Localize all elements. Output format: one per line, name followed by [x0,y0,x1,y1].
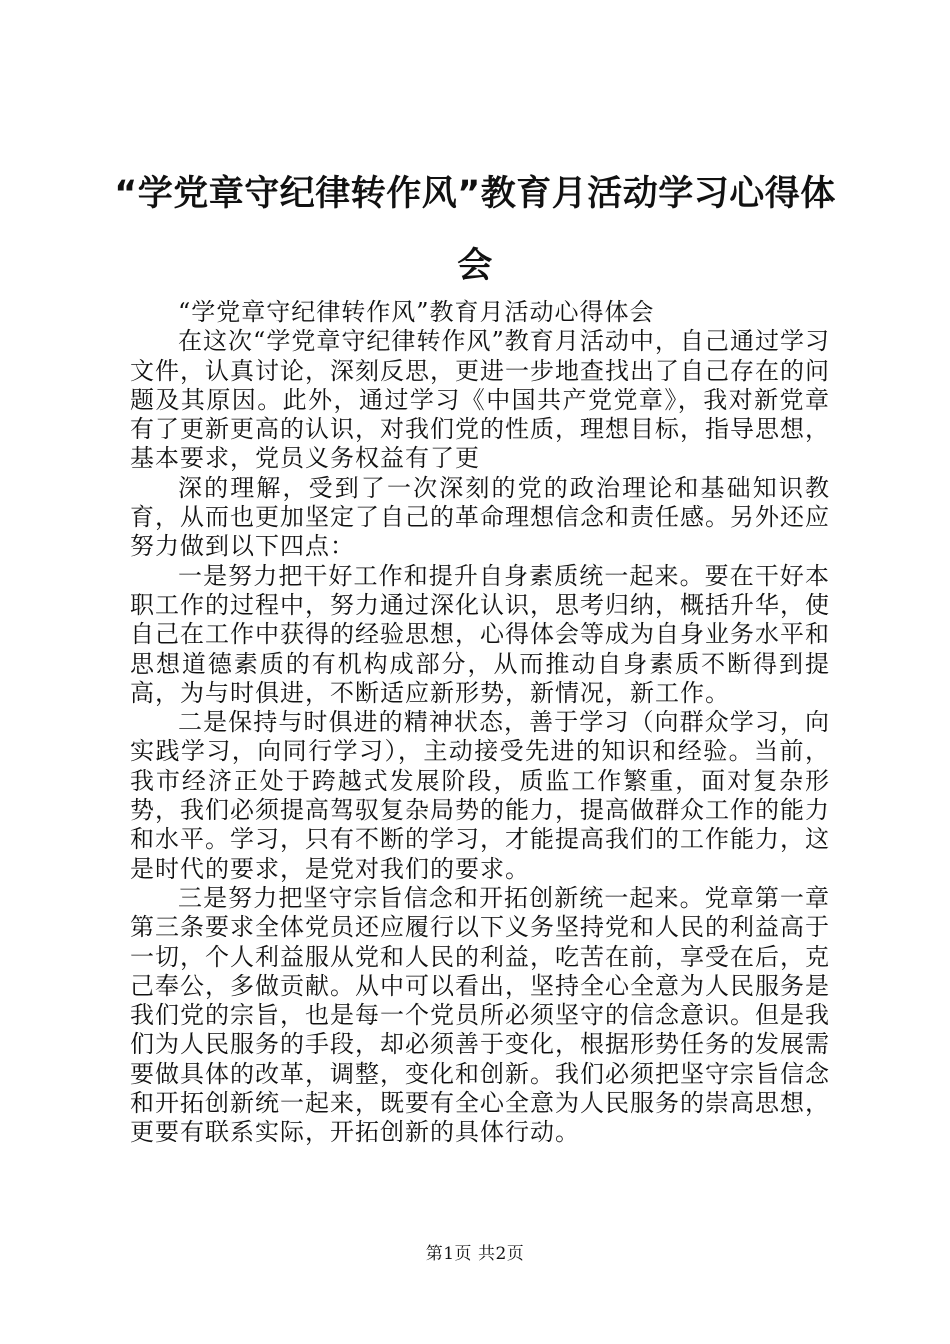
document-body [130,298,830,1148]
paragraph-point-one: 一是努力把干好工作和提升自身素质统一起来。要在干好本职工作的过程中，努力通过深化认识，思考归纳，概括升华，使自己在工作中获得的经验思想，心得体会等成为自身业务水平和思想道德素质的有机构成部分，从而推动自身素质不断得到提高，为与时俱进，不断适应新形势，新情况，新工作。 [130,561,830,707]
document-title: “学党章守纪律转作风”教育月活动学习心得体会 [114,174,836,286]
paragraph-intro: 在这次“学党章守纪律转作风”教育月活动中，自己通过学习文件，认真讨论，深刻反思，更进一步地查找出了自己存在的问题及其原因。此外，通过学习《中国共产党党章》，我对新党章有了更新更高的认识，对我们党的性质，理想目标，指导思想，基本要求，党员义务权益有了更 [130,327,830,473]
paragraph-subtitle: “学党章守纪律转作风”教育月活动心得体会 [178,298,655,326]
page-number-footer: 第1页 共2页 [425,1244,525,1264]
paragraph-point-three: 三是努力把坚守宗旨信念和开拓创新统一起来。党章第一章第三条要求全体党员还应履行以下义务坚持党和人民的利益高于一切，个人利益服从党和人民的利益，吃苦在前，享受在后，克己奉公，多做贡献。从中可以看出，坚持全心全意为人民服务是我们党的宗旨，也是每一个党员所必须坚守的信念意识。但是我们为人民服务的手段，却必须善于变化，根据形势任务的发展需要做具体的改革，调整，变化和创新。我们必须把坚守宗旨信念和开拓创新统一起来，既要有全心全意为人民服务的崇高思想，更要有联系实际，开拓创新的具体行动。 [130,883,830,1147]
paragraph-point-two: 二是保持与时俱进的精神状态，善于学习（向群众学习，向实践学习，向同行学习），主动接受先进的知识和经验。当前，我市经济正处于跨越式发展阶段，质监工作繁重，面对复杂形势，我们必须提高驾驭复杂局势的能力，提高做群众工作的能力和水平。学习，只有不断的学习，才能提高我们的工作能力，这是时代的要求，是党对我们的要求。 [130,708,830,883]
paragraph-continuation: 深的理解，受到了一次深刻的党的政治理论和基础知识教育，从而也更加坚定了自己的革命理想信念和责任感。另外还应努力做到以下四点： [130,473,830,561]
